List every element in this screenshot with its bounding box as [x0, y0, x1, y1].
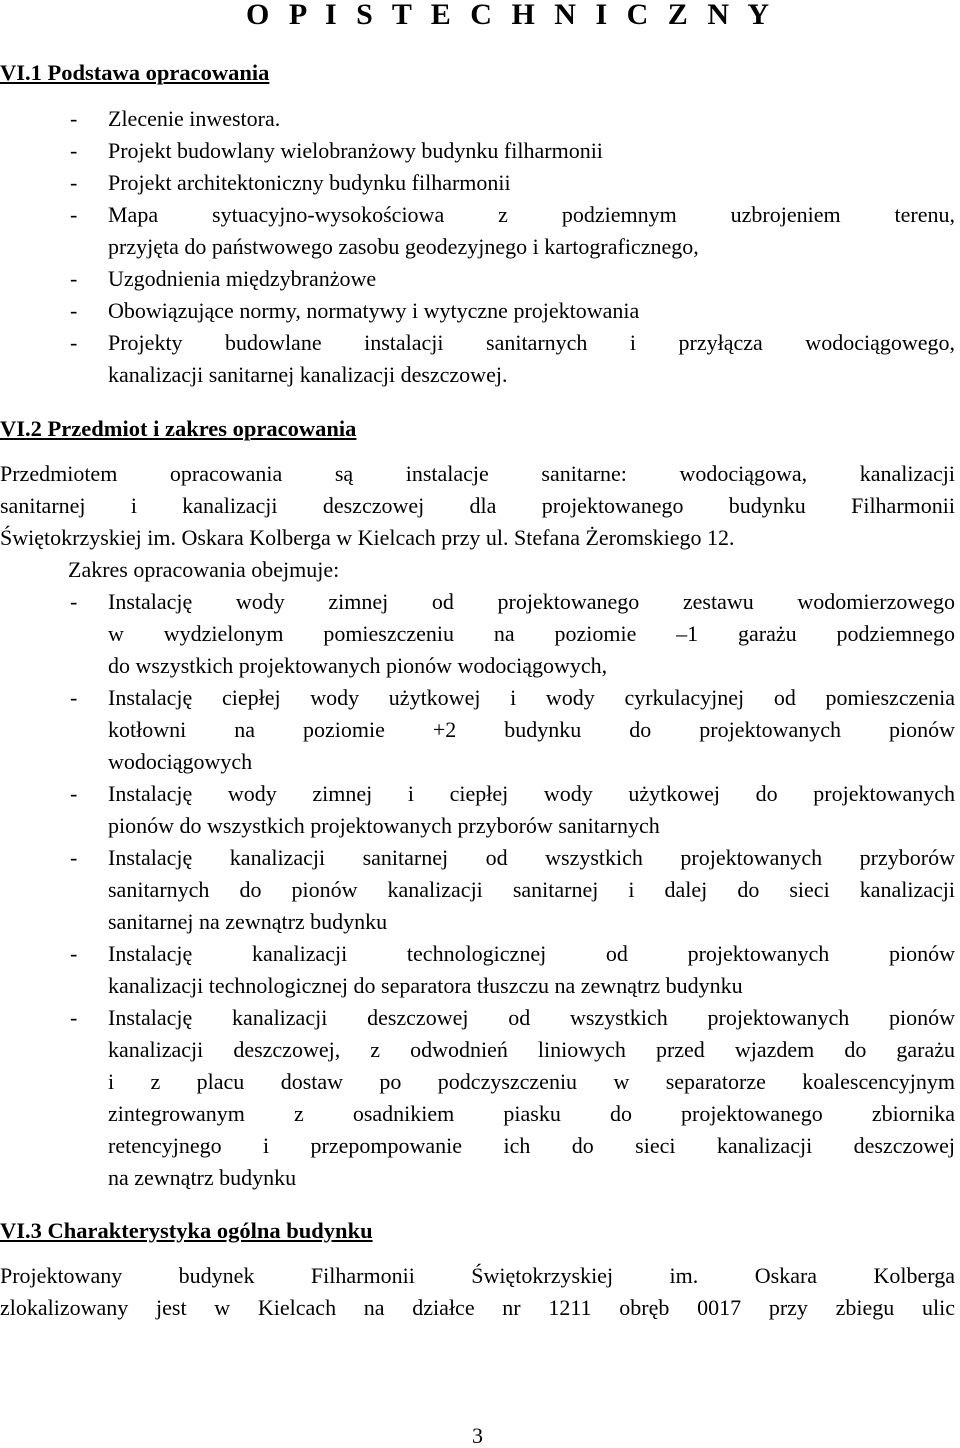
list-item-continuation: przyjęta do państwowego zasobu geodezyjnego i kartograficznego,: [108, 234, 699, 259]
list-bullet: -: [70, 170, 78, 195]
list-bullet: -: [70, 589, 78, 614]
list-bullet: -: [70, 202, 78, 227]
list-item: Projekt budowlany wielobranżowy budynku filharmonii: [108, 138, 603, 163]
list-bullet: -: [70, 298, 78, 323]
list-item-continuation: sanitarnej na zewnątrz budynku: [108, 909, 388, 934]
list-item: Mapa sytuacyjno-wysokościowa z podziemnym uzbrojeniem terenu,: [108, 202, 955, 227]
list-bullet: -: [70, 138, 78, 163]
list-item: Obowiązujące normy, normatywy i wytyczne projektowania: [108, 298, 640, 323]
section-heading-3: VI.3 Charakterystyka ogólna budynku: [0, 1218, 373, 1243]
page-number: 3: [472, 1423, 483, 1448]
list-bullet: -: [70, 106, 78, 131]
list-item-continuation: zintegrowanym z osadnikiem piasku do projektowanego zbiornika: [108, 1101, 955, 1126]
list-item-continuation: wodociągowych: [108, 749, 253, 774]
list-item: Uzgodnienia międzybranżowe: [108, 266, 377, 291]
list-item: Instalację wody zimnej i ciepłej wody użytkowej do projektowanych: [108, 781, 955, 806]
list-item-continuation: do wszystkich projektowanych pionów wodociągowych,: [108, 653, 608, 678]
list-item: Instalację ciepłej wody użytkowej i wody cyrkulacyjnej od pomieszczenia: [108, 685, 955, 710]
scope-intro: Zakres opracowania obejmuje:: [68, 557, 340, 582]
paragraph-line: Świętokrzyskiej im. Oskara Kolberga w Kielcach przy ul. Stefana Żeromskiego 12.: [0, 525, 735, 550]
list-item: Zlecenie inwestora.: [108, 106, 281, 131]
paragraph-line: zlokalizowany jest w Kielcach na działce nr 1211 obręb 0017 przy zbiegu ulic: [0, 1295, 955, 1320]
list-item: Instalację kanalizacji sanitarnej od wszystkich projektowanych przyborów: [108, 845, 955, 870]
list-bullet: -: [70, 941, 78, 966]
list-item-continuation: i z placu dostaw po podczyszczeniu w separatorze koalescencyjnym: [108, 1069, 955, 1094]
list-item: Projekty budowlane instalacji sanitarnych i przyłącza wodociągowego,: [108, 330, 955, 355]
paragraph-line: sanitarnej i kanalizacji deszczowej dla projektowanego budynku Filharmonii: [0, 493, 955, 518]
list-item-continuation: kotłowni na poziomie +2 budynku do projektowanych pionów: [108, 717, 955, 742]
list-item-continuation: pionów do wszystkich projektowanych przyborów sanitarnych: [108, 813, 660, 838]
list-item-continuation: kanalizacji technologicznej do separatora tłuszczu na zewnątrz budynku: [108, 973, 743, 998]
list-item-continuation: retencyjnego i przepompowanie ich do sieci kanalizacji deszczowej: [108, 1133, 955, 1158]
list-item-continuation: w wydzielonym pomieszczeniu na poziomie –1 garażu podziemnego: [108, 621, 955, 646]
list-item-continuation: sanitarnych do pionów kanalizacji sanitarnej i dalej do sieci kanalizacji: [108, 877, 955, 902]
list-item: Instalację kanalizacji deszczowej od wszystkich projektowanych pionów: [108, 1005, 955, 1030]
list-bullet: -: [70, 1005, 78, 1030]
section-heading-1: VI.1 Podstawa opracowania: [0, 60, 270, 85]
paragraph-line: Projektowany budynek Filharmonii Świętokrzyskiej im. Oskara Kolberga: [0, 1263, 955, 1288]
list-bullet: -: [70, 266, 78, 291]
list-item: Projekt architektoniczny budynku filharmonii: [108, 170, 511, 195]
list-bullet: -: [70, 781, 78, 806]
list-item: Instalację kanalizacji technologicznej od projektowanych pionów: [108, 941, 955, 966]
list-item-continuation: kanalizacji sanitarnej kanalizacji deszczowej.: [108, 362, 508, 387]
document-title: O P I S T E C H N I C Z N Y: [246, 0, 776, 31]
section-heading-2: VI.2 Przedmiot i zakres opracowania: [0, 416, 357, 441]
list-bullet: -: [70, 845, 78, 870]
paragraph-line: Przedmiotem opracowania są instalacje sanitarne: wodociągowa, kanalizacji: [0, 461, 955, 486]
list-item: Instalację wody zimnej od projektowanego zestawu wodomierzowego: [108, 589, 955, 614]
list-item-continuation: na zewnątrz budynku: [108, 1165, 297, 1190]
list-item-continuation: kanalizacji deszczowej, z odwodnień liniowych przed wjazdem do garażu: [108, 1037, 955, 1062]
list-bullet: -: [70, 685, 78, 710]
list-bullet: -: [70, 330, 78, 355]
